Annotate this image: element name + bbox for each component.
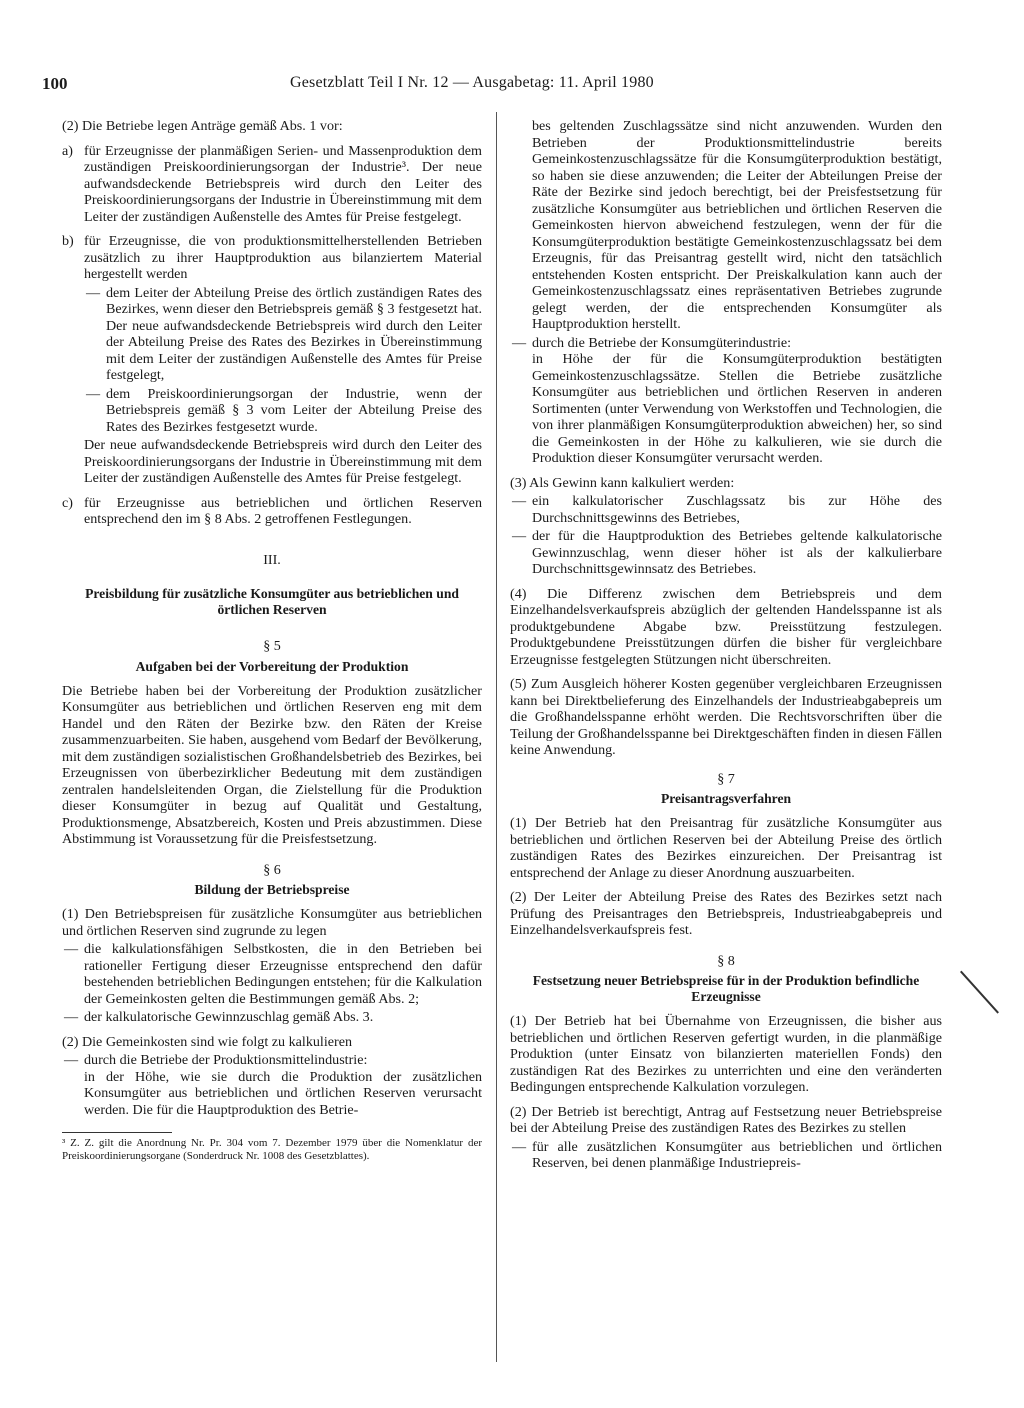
item-b bbox=[62, 233, 482, 283]
section-7-heading: Preisantragsverfahren bbox=[660, 791, 792, 806]
section-6-para-1: (1) Den Betriebspreisen für zusätzliche Konsumgüter aus betrieblichen und örtlichen Reserven sind zugrunde zu legen bbox=[62, 906, 482, 939]
dash-konsumgueterindustrie-text: durch die Betriebe der Konsumgüterindustrie: bbox=[532, 334, 792, 351]
section-6-para-2: (2) Die Gemeinkosten sind wie folgt zu kalkulieren bbox=[62, 1033, 353, 1050]
section-6-para-2-dash-1-continued: in der Höhe, wie sie durch die Produktion der zusätzlichen Konsumgüter aus betrieblichen und örtlichen Reserven verursacht werden. Die für die Hauptproduktion des Betrie- bbox=[84, 1068, 482, 1118]
section-6-para-1-dash-1 bbox=[62, 941, 482, 1007]
dash-marker: — bbox=[86, 385, 101, 402]
section-6-para-1-dash-2 bbox=[62, 1009, 482, 1026]
paragraph-4: (4) Die Differenz zwischen dem Betriebspreis und dem Einzelhandelsverkaufspreis abzüglich der geltenden Handelsspanne ist als produktgebundene Abgabe bzw. Preisstützung festzulegen. Produktgebundene Preisstützungen dürfen die bisher für vergleichbare Erzeugnisse festgelegten Stützungen nicht überschreiten. bbox=[510, 585, 942, 668]
section-5-text: Die Betriebe haben bei der Vorbereitung der Produktion zusätzlicher Konsumgüter aus betrieblichen und örtlichen Reserven eng mit dem Handel und den Räten der Bezirke bzw. den Räten der Kreise zusammenzuarbeiten. Sie haben, ausgehend vom Bedarf der Bevölkerung, mit dem zuständigen sozialistischen Großhandelsbetrieb des Bezirkes, bei Erzeugnissen von überbezirklicher Bedeutung mit dem zuständigen zentralen handelsleitenden Organ, die Zielstellung für die Produktion dieser Konsumgüter in bezug auf Qualität und Gestaltung, Produktionsmenge, Absatzbereich, Kosten und Preis abzustimmen. Diese Abstimmung ist Voraussetzung für die Preisfestsetzung. bbox=[62, 682, 482, 847]
running-title: Gesetzblatt Teil I Nr. 12 — Ausgabetag: 11. April 1980 bbox=[290, 74, 654, 91]
section-6-para-1-dash-2-text: der kalkulatorische Gewinnzuschlag gemäß Abs. 3. bbox=[84, 1009, 374, 1025]
item-b-dash-1 bbox=[84, 285, 482, 384]
footnote-rule bbox=[62, 1132, 172, 1133]
section-8-sign: § 8 bbox=[717, 952, 735, 969]
item-c-text: für Erzeugnisse aus betrieblichen und örtlichen Reserven entsprechend den im § 8 Abs. 2 getroffenen Festlegungen. bbox=[84, 494, 482, 527]
section-6-para-2-dash-1 bbox=[62, 1052, 482, 1069]
right-column bbox=[510, 118, 942, 1174]
section-8-para-2-dash-1 bbox=[510, 1139, 942, 1172]
page-number: 100 bbox=[42, 74, 68, 93]
section-8-heading: Festsetzung neuer Betriebspreise für in der Produktion befindliche Erzeugnisse bbox=[532, 973, 920, 1004]
item-a-text: für Erzeugnisse der planmäßigen Serien- und Massenproduktion dem zuständigen Preiskoordinierungsorgan der Industrie³. Der neue aufwandsdeckende Betriebspreis wird durch den Leiter des Preiskoordinierungsorgans der Industrie in Übereinstimmung mit dem Leiter der zuständigen Außenstelle des Amtes für Preise festgelegt. bbox=[84, 142, 482, 225]
section-7-sign: § 7 bbox=[717, 770, 735, 787]
page-header bbox=[42, 74, 702, 100]
item-c-marker: c) bbox=[62, 494, 73, 511]
dash-marker: — bbox=[86, 284, 101, 301]
section-7-para-2: (2) Der Leiter der Abteilung Preise des Rates des Bezirkes setzt nach Prüfung des Preisantrages den Betriebspreis, Industrieabgabepreis und Einzelhandelsverkaufspreis fest. bbox=[510, 889, 942, 938]
section-number: III. bbox=[263, 551, 281, 568]
section-8-para-2-dash-1-text: für alle zusätzlichen Konsumgüter aus betrieblichen und örtlichen Reserven, bei denen planmäßige Industriepreis- bbox=[532, 1138, 942, 1171]
item-b-dashes bbox=[84, 285, 482, 436]
item-a bbox=[62, 143, 482, 226]
dash-konsumgueterindustrie bbox=[510, 335, 942, 352]
dash-marker: — bbox=[512, 1138, 527, 1155]
section-8-para-2: (2) Der Betrieb ist berechtigt, Antrag auf Festsetzung neuer Betriebspreise bei der Abteilung Preise des zuständigen Rates des Bezirkes zu stellen bbox=[510, 1103, 942, 1136]
section-heading: Preisbildung für zusätzliche Konsumgüter aus betrieblichen und örtlichen Reserven bbox=[85, 586, 459, 617]
item-b-marker: b) bbox=[62, 233, 74, 249]
dash-marker: — bbox=[64, 1009, 79, 1025]
paragraph-5: (5) Zum Ausgleich höherer Kosten gegenüber vergleichbaren Erzeugnissen kann bei Direktbelieferung des Einzelhandels der Industrieabgabepreis um die Großhandelsspanne erhöht werden. Die Rechtsvorschriften über die Teilung der Großhandelsspanne bei Direktgeschäften finden in diesen Fällen keine Anwendung. bbox=[510, 676, 942, 758]
dash-konsumgueterindustrie-continued: in Höhe der für die Konsumgüterproduktion bestätigten Gemeinkostenzuschlagssätze. Stellen die Betriebe zusätzliche Konsumgüter aus betrieblichen und örtlichen Reserven in anderen Sortimenten (unter Verwendung von Werkstoffen und Technologien, die von ihrer planmäßigen Konsumgüterproduktion abweichen) her, so sind die Gemeinkosten in der Höhe zu kalkulieren, wie sie durch die Produktion dieser Konsumgüter verursacht werden. bbox=[532, 351, 942, 466]
section-6-para-1-dash-1-text: die kalkulationsfähigen Selbstkosten, die in den Betrieben bei rationeller Fertigung dieser Erzeugnisse entsprechend den dafür bestehenden betrieblichen Bedingungen entstehen; für die Kalkulation der Gemeinkosten gelten die Bestimmungen gemäß Abs. 2; bbox=[84, 941, 482, 1007]
item-b-text: für Erzeugnisse, die von produktionsmittelherstellenden Betrieben zusätzlich zu ihrer Hauptproduktion aus bilanziertem Material hergestellt werden bbox=[84, 233, 482, 282]
paragraph-3-dash-1-text: ein kalkulatorischer Zuschlagssatz bis zur Höhe des Durchschnittsgewinns des Betriebes, bbox=[532, 493, 942, 526]
footnote-3: ³ Z. Z. gilt die Anordnung Nr. Pr. 304 vom 7. Dezember 1979 über die Nomenklatur der Preiskoordinierungsorgane (Sonderdruck Nr. 1008 des Gesetzblattes). bbox=[62, 1137, 482, 1162]
dash-marker: — bbox=[64, 941, 79, 957]
dash-marker: — bbox=[512, 493, 527, 509]
item-a-marker: a) bbox=[62, 142, 73, 159]
left-column bbox=[62, 118, 482, 1170]
item-b-dash-2-text: dem Preiskoordinierungsorgan der Industrie, wenn der Betriebspreis gemäß § 3 vom Leiter der Abteilung Preise des Rates des Bezirkes festgesetzt wurde. bbox=[106, 385, 482, 435]
item-c bbox=[62, 495, 482, 528]
column-divider bbox=[496, 112, 497, 1362]
section-5-heading: Aufgaben bei der Vorbereitung der Produktion bbox=[135, 658, 409, 674]
item-b-dash-1-text: dem Leiter der Abteilung Preise des örtlich zuständigen Rates des Bezirkes, wenn dieser den Betriebspreis gemäß § 3 festgesetzt hat. Der neue aufwandsdeckende Betriebspreis wird durch den Leiter der Abteilung Preise des Rates des Bezirkes in Übereinstimmung mit dem Leiter der zuständigen Außenstelle des Amtes für Preise festgelegt, bbox=[106, 284, 482, 383]
section-7-para-1: (1) Der Betrieb hat den Preisantrag für zusätzliche Konsumgüter aus betrieblichen und örtlichen Reserven bei der Abteilung Preise des örtlich zuständigen Rates des Bezirkes einzureichen. Der Preisantrag ist entsprechend der Anlage zu dieser Anordnung auszuarbeiten. bbox=[510, 815, 942, 881]
paragraph-3: (3) Als Gewinn kann kalkuliert werden: bbox=[510, 474, 735, 491]
dash-marker: — bbox=[64, 1052, 79, 1068]
section-6-sign: § 6 bbox=[263, 861, 281, 878]
item-b-after-text: Der neue aufwandsdeckende Betriebspreis wird durch den Leiter des Preiskoordinierungsorgans der Industrie in Übereinstimmung mit dem Leiter der zuständigen Außenstelle des Amtes für Preise festgelegt. bbox=[84, 437, 482, 486]
paragraph-2-intro: (2) Die Betriebe legen Anträge gemäß Abs. 1 vor: bbox=[62, 118, 343, 134]
continued-text: bes geltenden Zuschlagssätze sind nicht anzuwenden. Wurden den Betrieben der Produktionsmittelindustrie bereits Gemeinkostenzuschlagssätze für die Konsumgüterproduktion bestätigt, so haben sie diese anzuwenden; die Leiter der Abteilungen Preise der Räte der Bezirke sind jedoch berechtigt, bei der Preisfestsetzung für zusätzliche Konsumgüter aus betrieblichen und örtlichen Reserven die Gemeinkosten hiervon abweichend festzulegen, wenn der für die Konsumgüterproduktion bestätigte Gemeinkostenzuschlagssatz bei dem Erzeugnis, für das Preisantrag gestellt wird, nicht den tatsächlich entstehenden Kosten entspricht. Der Preiskalkulation kann auch der Gemeinkostenzuschlagssatz eines repräsentativen Betriebes zugrunde gelegt werden, der die entsprechenden Konsumgüter als Hauptproduktion herstellt. bbox=[532, 118, 942, 332]
dash-marker: — bbox=[512, 528, 527, 544]
section-5-sign: § 5 bbox=[263, 638, 281, 654]
section-6-heading: Bildung der Betriebspreise bbox=[194, 882, 350, 897]
dash-marker: — bbox=[512, 334, 527, 351]
section-6-para-2-dash-1-text: durch die Betriebe der Produktionsmittelindustrie: bbox=[84, 1052, 368, 1068]
pencil-mark bbox=[960, 971, 999, 1014]
paragraph-3-dash-1 bbox=[510, 493, 942, 526]
paragraph-3-dash-2 bbox=[510, 528, 942, 578]
paragraph-3-dash-2-text: der für die Hauptproduktion des Betriebes geltende kalkulatorische Gewinnzuschlag, wenn dieser höher ist als der kalkulierbare Durchschnittsgewinnsatz des Betriebes. bbox=[532, 528, 942, 577]
item-b-dash-2 bbox=[84, 386, 482, 436]
section-8-para-1: (1) Der Betrieb hat bei Übernahme von Erzeugnissen, die bisher aus betrieblichen und örtlichen Reserven gefertigt wurden, in die planmäßige Produktion (unter Einsatz von bilanzierten materiellen Fonds) den zuständigen Rat des Bezirkes zu unterrichten und eine den veränderten Bedingungen entsprechende Kalkulation vorzulegen. bbox=[510, 1013, 942, 1095]
